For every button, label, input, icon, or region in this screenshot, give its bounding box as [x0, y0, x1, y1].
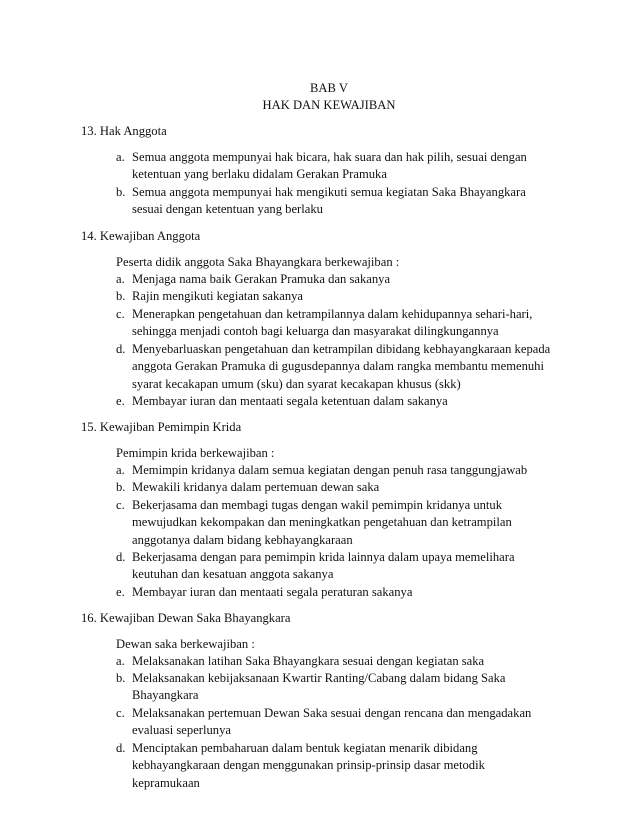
- list-item-text: Membayar iuran dan mentaati segala peraturan sakanya: [132, 585, 413, 599]
- list-marker: c.: [116, 706, 125, 720]
- list-item-text: Menciptakan pembaharuan dalam bentuk kegiatan menarik dibidang kebhayangkaraan dengan menggunakan prinsip-prinsip dasar metodik kepramukaan: [132, 741, 485, 790]
- list-marker: b.: [116, 289, 126, 303]
- list-item-text: Menjaga nama baik Gerakan Pramuka dan sakanya: [132, 272, 391, 286]
- list-marker: e.: [116, 394, 125, 408]
- list-item-text: Melaksanakan latihan Saka Bhayangkara sesuai dengan kegiatan saka: [132, 654, 485, 668]
- section-intro: Peserta didik anggota Saka Bhayangkara berkewajiban :: [116, 255, 400, 269]
- list-item-text: Semua anggota mempunyai hak mengikuti semua kegiatan Saka Bhayangkara sesuai dengan ketentuan yang berlaku: [132, 185, 526, 217]
- chapter-number: BAB V: [310, 81, 348, 95]
- list-item-text: Bekerjasama dan membagi tugas dengan wakil pemimpin kridanya untuk mewujudkan kekompakan dan meningkatkan pengetahuan dan ketrampilan anggotanya dalam bidang kebhayangkaraan: [132, 498, 512, 547]
- list-item-text: Semua anggota mempunyai hak bicara, hak suara dan hak pilih, sesuai dengan ketentuan yang berlaku didalam Gerakan Pramuka: [132, 150, 527, 182]
- list-marker: a.: [116, 654, 125, 668]
- section-heading-13: 13. Hak Anggota: [81, 124, 167, 138]
- list-marker: a.: [116, 150, 125, 164]
- section-heading-15: 15. Kewajiban Pemimpin Krida: [81, 420, 242, 434]
- list-marker: d.: [116, 342, 126, 356]
- list-marker: c.: [116, 307, 125, 321]
- section-intro: Pemimpin krida berkewajiban :: [116, 446, 275, 460]
- list-item-text: Rajin mengikuti kegiatan sakanya: [132, 289, 304, 303]
- list-marker: b.: [116, 671, 126, 685]
- list-marker: b.: [116, 480, 126, 494]
- list-marker: b.: [116, 185, 126, 199]
- list-item-text: Memimpin kridanya dalam semua kegiatan dengan penuh rasa tanggungjawab: [132, 463, 528, 477]
- list-item-text: Menerapkan pengetahuan dan ketrampilannya dalam kehidupannya sehari-hari, sehingga menjadi contoh bagi keluarga dan masyarakat dilingkungannya: [132, 307, 533, 339]
- list-item-text: Mewakili kridanya dalam pertemuan dewan saka: [132, 480, 380, 494]
- list-item-text: Melaksanakan pertemuan Dewan Saka sesuai dengan rencana dan mengadakan evaluasi seperlunya: [132, 706, 532, 738]
- section-intro: Dewan saka berkewajiban :: [116, 637, 255, 651]
- section-heading-14: 14. Kewajiban Anggota: [81, 229, 201, 243]
- list-item-text: Melaksanakan kebijaksanaan Kwartir Ranting/Cabang dalam bidang Saka Bhayangkara: [132, 671, 506, 703]
- list-marker: a.: [116, 463, 125, 477]
- list-item-text: Bekerjasama dengan para pemimpin krida lainnya dalam upaya memelihara keutuhan dan kesatuan anggota sakanya: [132, 550, 515, 582]
- list-item-text: Membayar iuran dan mentaati segala ketentuan dalam sakanya: [132, 394, 448, 408]
- chapter-title: HAK DAN KEWAJIBAN: [262, 98, 396, 112]
- list-marker: d.: [116, 741, 126, 755]
- list-marker: c.: [116, 498, 125, 512]
- list-marker: e.: [116, 585, 125, 599]
- list-marker: a.: [116, 272, 125, 286]
- section-heading-16: 16. Kewajiban Dewan Saka Bhayangkara: [81, 611, 291, 625]
- list-marker: d.: [116, 550, 126, 564]
- list-item-text: Menyebarluaskan pengetahuan dan ketrampilan dibidang kebhayangkaraan kepada anggota Gerakan Pramuka di gugusdepannya dalam rangka membantu memenuhi syarat kecakapan umum (sku) dan syarat kecakapan khusus (skk): [132, 342, 551, 391]
